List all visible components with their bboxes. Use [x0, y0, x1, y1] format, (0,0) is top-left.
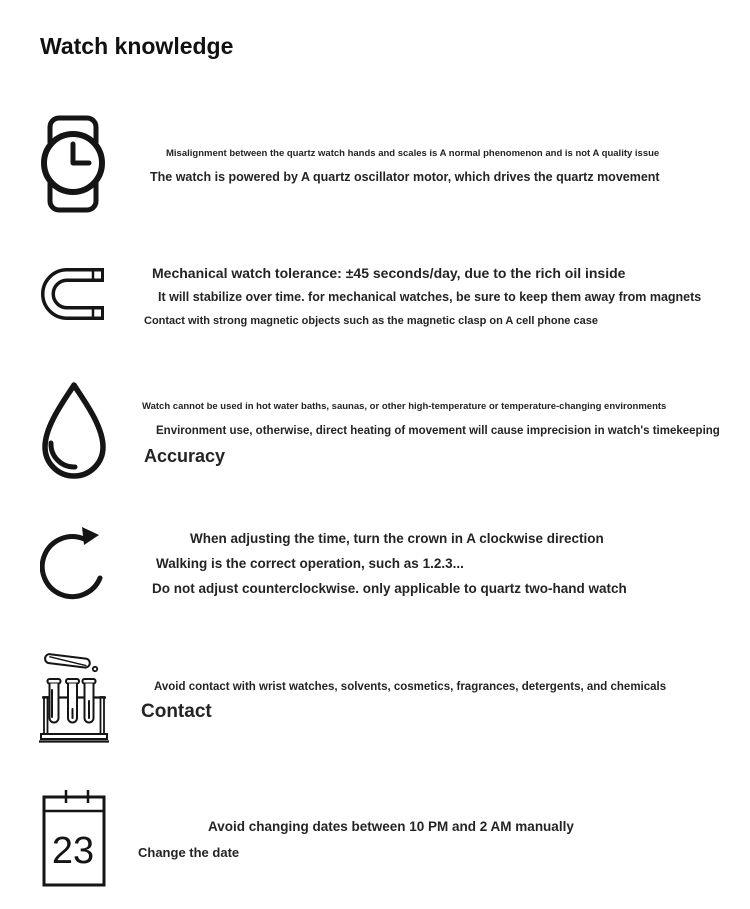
knowledge-line: Accuracy [144, 446, 226, 466]
knowledge-line: Walking is the correct operation, such as 1.2.3... [156, 556, 464, 571]
knowledge-line: Contact with strong magnetic objects such as the magnetic clasp on A cell phone case [144, 315, 598, 327]
knowledge-line: Change the date [138, 845, 240, 860]
calendar-icon [42, 787, 108, 888]
calendar-day-number: 23 [51, 830, 95, 872]
knowledge-line: Do not adjust counterclockwise. only applicable to quartz two-hand watch [152, 581, 627, 596]
clockwise-rotation-icon [40, 523, 110, 615]
water-drop-icon [39, 381, 109, 483]
knowledge-line: Avoid changing dates between 10 PM and 2 AM manually [208, 819, 574, 834]
knowledge-line: Avoid contact with wrist watches, solvents, cosmetics, fragrances, detergents, and chemicals [154, 681, 667, 693]
knowledge-line: Environment use, otherwise, direct heating of movement will cause imprecision in watch's timekeeping [156, 425, 720, 437]
knowledge-line: Misalignment between the quartz watch hands and scales is A normal phenomenon and is not A quality issue [166, 148, 660, 159]
knowledge-line: The watch is powered by A quartz oscillator motor, which drives the quartz movement [150, 170, 660, 184]
knowledge-line: Mechanical watch tolerance: ±45 seconds/day, due to the rich oil inside [152, 265, 626, 281]
test-tubes-icon [38, 645, 116, 745]
knowledge-line: When adjusting the time, turn the crown in A clockwise direction [190, 531, 604, 546]
knowledge-line: Watch cannot be used in hot water baths, saunas, or other high-temperature or temperature-changing environments [142, 401, 667, 412]
wristwatch-icon [40, 113, 110, 215]
knowledge-line: It will stabilize over time. for mechanical watches, be sure to keep them away from magnets [158, 290, 702, 304]
magnet-icon [40, 262, 108, 324]
page-title: Watch knowledge [40, 33, 234, 59]
knowledge-line: Contact [141, 701, 212, 722]
